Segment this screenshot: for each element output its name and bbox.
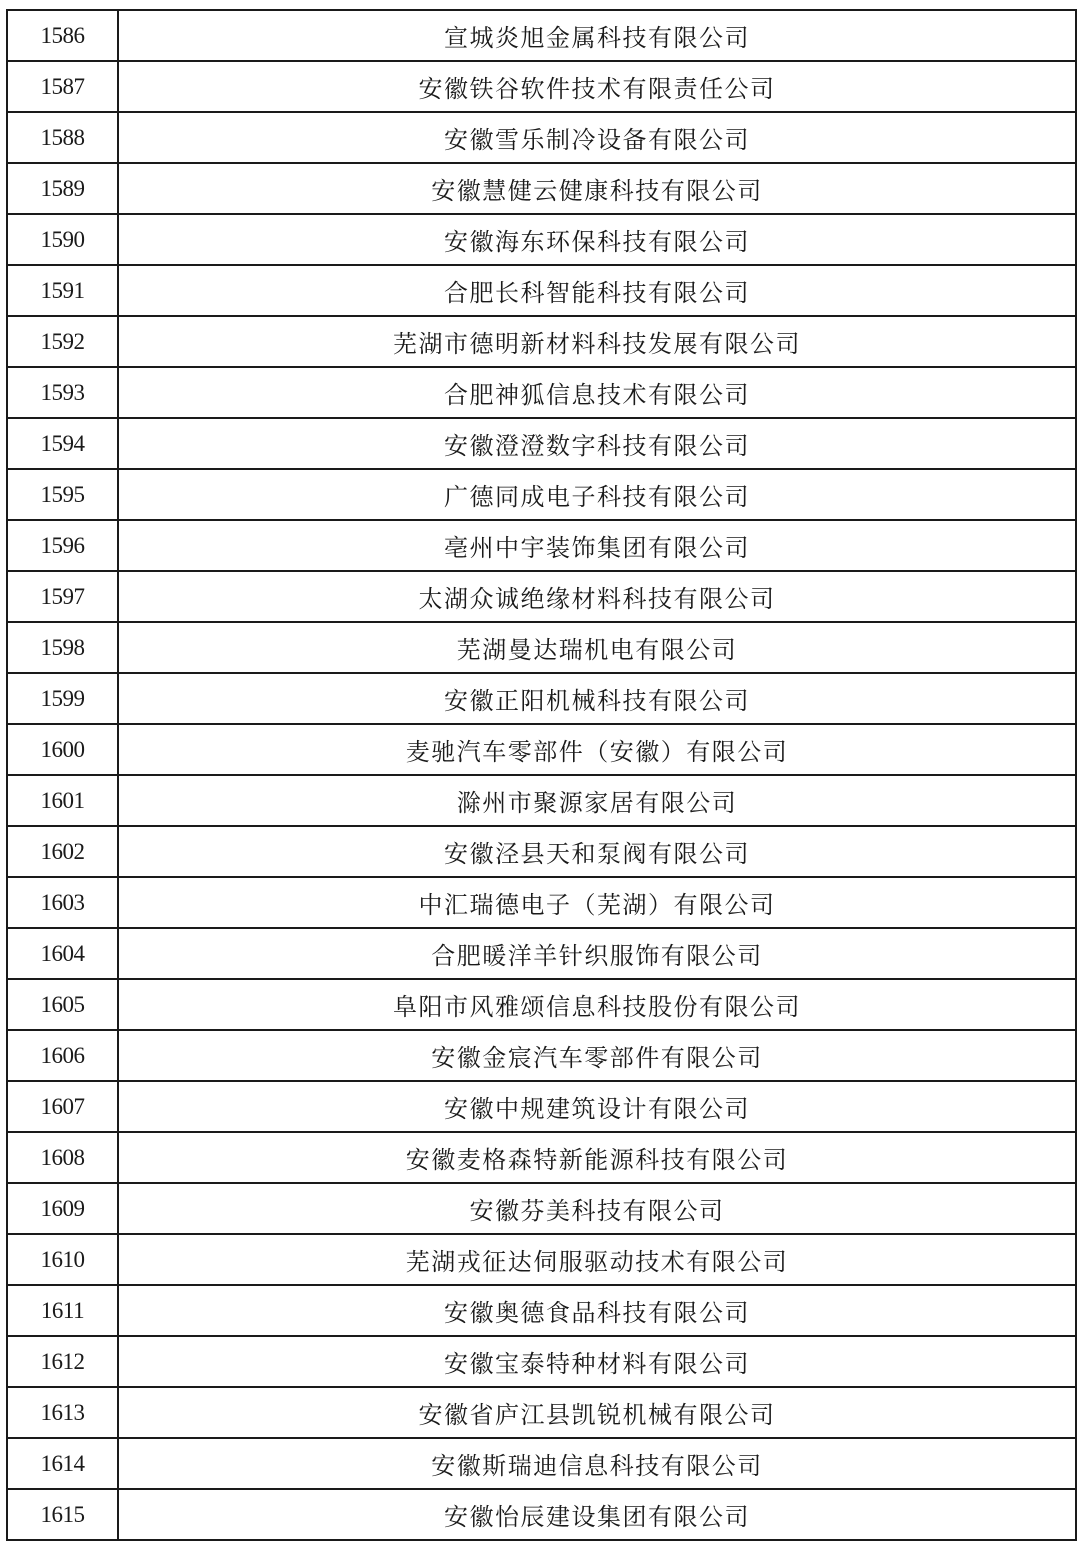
row-number-cell: 1595 [7, 469, 118, 520]
row-number-cell: 1608 [7, 1132, 118, 1183]
row-number-cell: 1614 [7, 1438, 118, 1489]
row-number-cell: 1586 [7, 10, 118, 61]
table-row [7, 1438, 1076, 1489]
table-row [7, 1132, 1076, 1183]
company-name-cell: 安徽泾县天和泵阀有限公司 [118, 826, 1076, 877]
company-name-cell: 安徽麦格森特新能源科技有限公司 [118, 1132, 1076, 1183]
table-row [7, 1030, 1076, 1081]
company-name-cell: 安徽奥德食品科技有限公司 [118, 1285, 1076, 1336]
table-row [7, 928, 1076, 979]
table-row [7, 622, 1076, 673]
company-name-cell: 安徽金宸汽车零部件有限公司 [118, 1030, 1076, 1081]
company-name-cell: 芜湖戎征达伺服驱动技术有限公司 [118, 1234, 1076, 1285]
row-number-cell: 1599 [7, 673, 118, 724]
table-row [7, 979, 1076, 1030]
row-number-cell: 1598 [7, 622, 118, 673]
row-number-cell: 1604 [7, 928, 118, 979]
company-name-cell: 安徽正阳机械科技有限公司 [118, 673, 1076, 724]
company-name-cell: 合肥长科智能科技有限公司 [118, 265, 1076, 316]
company-name-cell: 安徽海东环保科技有限公司 [118, 214, 1076, 265]
table-row [7, 877, 1076, 928]
company-name-cell: 安徽省庐江县凯锐机械有限公司 [118, 1387, 1076, 1438]
table-row [7, 214, 1076, 265]
row-number-cell: 1606 [7, 1030, 118, 1081]
company-name-cell: 合肥神狐信息技术有限公司 [118, 367, 1076, 418]
table-row [7, 10, 1076, 61]
company-name-cell: 麦驰汽车零部件（安徽）有限公司 [118, 724, 1076, 775]
table-row [7, 724, 1076, 775]
company-name-cell: 宣城炎旭金属科技有限公司 [118, 10, 1076, 61]
table-row [7, 775, 1076, 826]
table-row [7, 1081, 1076, 1132]
table-row [7, 826, 1076, 877]
company-name-cell: 安徽慧健云健康科技有限公司 [118, 163, 1076, 214]
row-number-cell: 1610 [7, 1234, 118, 1285]
company-name-cell: 安徽宝泰特种材料有限公司 [118, 1336, 1076, 1387]
table-row [7, 1234, 1076, 1285]
row-number-cell: 1611 [7, 1285, 118, 1336]
company-name-cell: 太湖众诚绝缘材料科技有限公司 [118, 571, 1076, 622]
row-number-cell: 1592 [7, 316, 118, 367]
table-row [7, 1336, 1076, 1387]
table-row [7, 112, 1076, 163]
table-row [7, 1489, 1076, 1540]
table-row [7, 418, 1076, 469]
row-number-cell: 1600 [7, 724, 118, 775]
company-name-cell: 安徽斯瑞迪信息科技有限公司 [118, 1438, 1076, 1489]
table-body [7, 10, 1076, 1540]
company-name-cell: 芜湖曼达瑞机电有限公司 [118, 622, 1076, 673]
company-name-cell: 广德同成电子科技有限公司 [118, 469, 1076, 520]
table-row [7, 571, 1076, 622]
table-row [7, 1183, 1076, 1234]
table-row [7, 265, 1076, 316]
row-number-cell: 1605 [7, 979, 118, 1030]
row-number-cell: 1588 [7, 112, 118, 163]
company-name-cell: 安徽中规建筑设计有限公司 [118, 1081, 1076, 1132]
row-number-cell: 1602 [7, 826, 118, 877]
row-number-cell: 1591 [7, 265, 118, 316]
company-name-cell: 合肥暖洋羊针织服饰有限公司 [118, 928, 1076, 979]
row-number-cell: 1613 [7, 1387, 118, 1438]
table-row [7, 1285, 1076, 1336]
company-name-cell: 安徽芬美科技有限公司 [118, 1183, 1076, 1234]
company-list-table [6, 9, 1077, 1541]
table-row [7, 673, 1076, 724]
row-number-cell: 1609 [7, 1183, 118, 1234]
row-number-cell: 1601 [7, 775, 118, 826]
table-row [7, 1387, 1076, 1438]
row-number-cell: 1593 [7, 367, 118, 418]
table-row [7, 61, 1076, 112]
company-name-cell: 芜湖市德明新材料科技发展有限公司 [118, 316, 1076, 367]
row-number-cell: 1612 [7, 1336, 118, 1387]
company-name-cell: 安徽怡辰建设集团有限公司 [118, 1489, 1076, 1540]
company-name-cell: 亳州中宇装饰集团有限公司 [118, 520, 1076, 571]
row-number-cell: 1596 [7, 520, 118, 571]
company-name-cell: 阜阳市风雅颂信息科技股份有限公司 [118, 979, 1076, 1030]
row-number-cell: 1590 [7, 214, 118, 265]
row-number-cell: 1607 [7, 1081, 118, 1132]
row-number-cell: 1603 [7, 877, 118, 928]
table-row [7, 520, 1076, 571]
row-number-cell: 1587 [7, 61, 118, 112]
company-list-table-container [6, 9, 1075, 1541]
table-row [7, 469, 1076, 520]
row-number-cell: 1594 [7, 418, 118, 469]
company-name-cell: 滁州市聚源家居有限公司 [118, 775, 1076, 826]
company-name-cell: 安徽铁谷软件技术有限责任公司 [118, 61, 1076, 112]
table-row [7, 163, 1076, 214]
row-number-cell: 1597 [7, 571, 118, 622]
company-name-cell: 安徽澄澄数字科技有限公司 [118, 418, 1076, 469]
row-number-cell: 1589 [7, 163, 118, 214]
table-row [7, 367, 1076, 418]
company-name-cell: 安徽雪乐制冷设备有限公司 [118, 112, 1076, 163]
table-row [7, 316, 1076, 367]
company-name-cell: 中汇瑞德电子（芜湖）有限公司 [118, 877, 1076, 928]
row-number-cell: 1615 [7, 1489, 118, 1540]
